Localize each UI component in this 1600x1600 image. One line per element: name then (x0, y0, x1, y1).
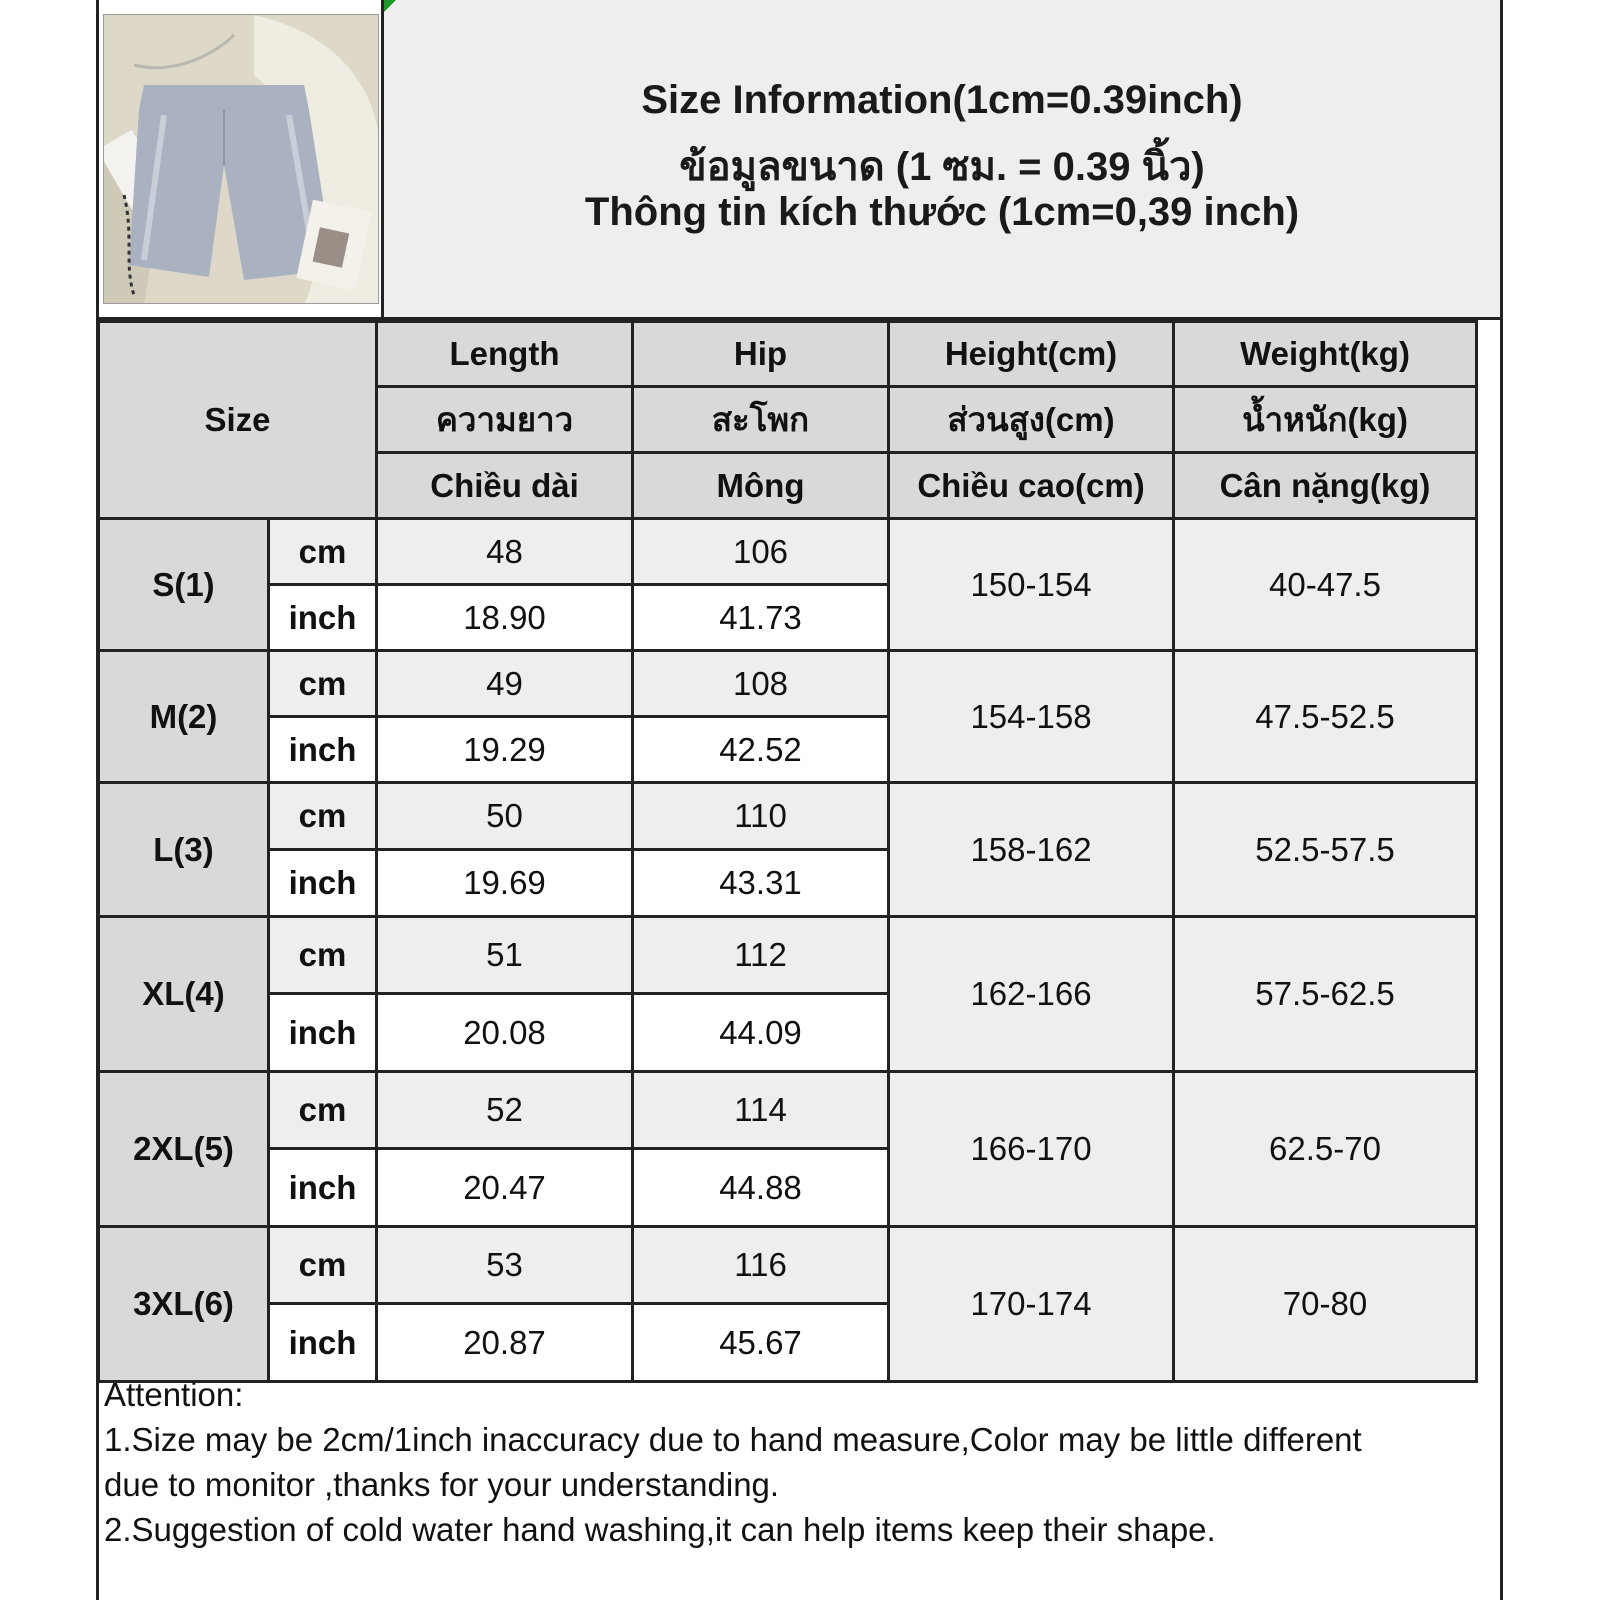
weight-range: 40-47.5 (1174, 519, 1477, 651)
hip-inch: 41.73 (633, 585, 889, 651)
col-hip-vi: Mông (633, 453, 889, 519)
col-hip-en: Hip (633, 322, 889, 387)
unit-cm: cm (269, 1072, 377, 1149)
height-range: 150-154 (889, 519, 1174, 651)
length-cm: 49 (377, 651, 633, 717)
unit-inch: inch (269, 1304, 377, 1382)
hip-inch: 44.88 (633, 1149, 889, 1227)
size-cell: L(3) (99, 783, 269, 917)
length-cm: 52 (377, 1072, 633, 1149)
length-inch: 20.08 (377, 994, 633, 1072)
table-row (99, 651, 1477, 717)
size-cell: M(2) (99, 651, 269, 783)
weight-range: 62.5-70 (1174, 1072, 1477, 1227)
unit-cm: cm (269, 1227, 377, 1304)
hip-cm: 108 (633, 651, 889, 717)
length-cm: 51 (377, 917, 633, 994)
size-table (97, 320, 1478, 1383)
size-cell: S(1) (99, 519, 269, 651)
unit-inch: inch (269, 1149, 377, 1227)
table-row (99, 1227, 1477, 1304)
table-row (99, 917, 1477, 994)
col-weight-vi: Cân nặng(kg) (1174, 453, 1477, 519)
attention-notes (104, 1372, 1494, 1552)
height-range: 162-166 (889, 917, 1174, 1072)
unit-cm: cm (269, 651, 377, 717)
height-range: 170-174 (889, 1227, 1174, 1382)
hip-cm: 116 (633, 1227, 889, 1304)
attention-line-2: due to monitor ,thanks for your understanding. (104, 1466, 780, 1503)
hip-inch: 44.09 (633, 994, 889, 1072)
col-hip-th: สะโพก (633, 387, 889, 453)
corner-mark-icon (384, 0, 396, 12)
attention-line-3: 2.Suggestion of cold water hand washing,it can help items keep their shape. (104, 1511, 1216, 1548)
col-weight-th: น้ำหนัก(kg) (1174, 387, 1477, 453)
table-row (99, 783, 1477, 850)
weight-range: 52.5-57.5 (1174, 783, 1477, 917)
product-photo (103, 14, 379, 304)
hip-inch: 42.52 (633, 717, 889, 783)
weight-range: 57.5-62.5 (1174, 917, 1477, 1072)
title-vietnamese: Thông tin kích thước (1cm=0,39 inch) (584, 190, 1300, 234)
attention-heading: Attention: (104, 1376, 244, 1413)
col-length-en: Length (377, 322, 633, 387)
length-inch: 18.90 (377, 585, 633, 651)
weight-range: 47.5-52.5 (1174, 651, 1477, 783)
size-cell: 3XL(6) (99, 1227, 269, 1382)
unit-cm: cm (269, 917, 377, 994)
col-length-th: ความยาว (377, 387, 633, 453)
size-header: Size (99, 322, 377, 519)
length-cm: 50 (377, 783, 633, 850)
attention-line-1: 1.Size may be 2cm/1inch inaccuracy due to hand measure,Color may be little different (104, 1421, 1362, 1458)
unit-inch: inch (269, 717, 377, 783)
table-row (99, 1072, 1477, 1149)
table-row (99, 519, 1477, 585)
col-length-vi: Chiều dài (377, 453, 633, 519)
title-english: Size Information(1cm=0.39inch) (641, 78, 1243, 122)
length-inch: 19.69 (377, 850, 633, 917)
title-thai: ข้อมูลขนาด (1 ซม. = 0.39 นิ้ว) (679, 145, 1205, 189)
col-height-en: Height(cm) (889, 322, 1174, 387)
unit-inch: inch (269, 585, 377, 651)
hip-cm: 112 (633, 917, 889, 994)
height-range: 158-162 (889, 783, 1174, 917)
length-inch: 20.87 (377, 1304, 633, 1382)
hip-inch: 43.31 (633, 850, 889, 917)
unit-inch: inch (269, 994, 377, 1072)
hip-cm: 114 (633, 1072, 889, 1149)
col-height-th: ส่วนสูง(cm) (889, 387, 1174, 453)
length-cm: 48 (377, 519, 633, 585)
hip-cm: 110 (633, 783, 889, 850)
length-inch: 19.29 (377, 717, 633, 783)
unit-inch: inch (269, 850, 377, 917)
size-cell: 2XL(5) (99, 1072, 269, 1227)
col-height-vi: Chiều cao(cm) (889, 453, 1174, 519)
hip-cm: 106 (633, 519, 889, 585)
size-cell: XL(4) (99, 917, 269, 1072)
unit-cm: cm (269, 783, 377, 850)
height-range: 154-158 (889, 651, 1174, 783)
length-inch: 20.47 (377, 1149, 633, 1227)
length-cm: 53 (377, 1227, 633, 1304)
shorts-photo-icon (104, 15, 379, 304)
unit-cm: cm (269, 519, 377, 585)
weight-range: 70-80 (1174, 1227, 1477, 1382)
hip-inch: 45.67 (633, 1304, 889, 1382)
col-weight-en: Weight(kg) (1174, 322, 1477, 387)
height-range: 166-170 (889, 1072, 1174, 1227)
